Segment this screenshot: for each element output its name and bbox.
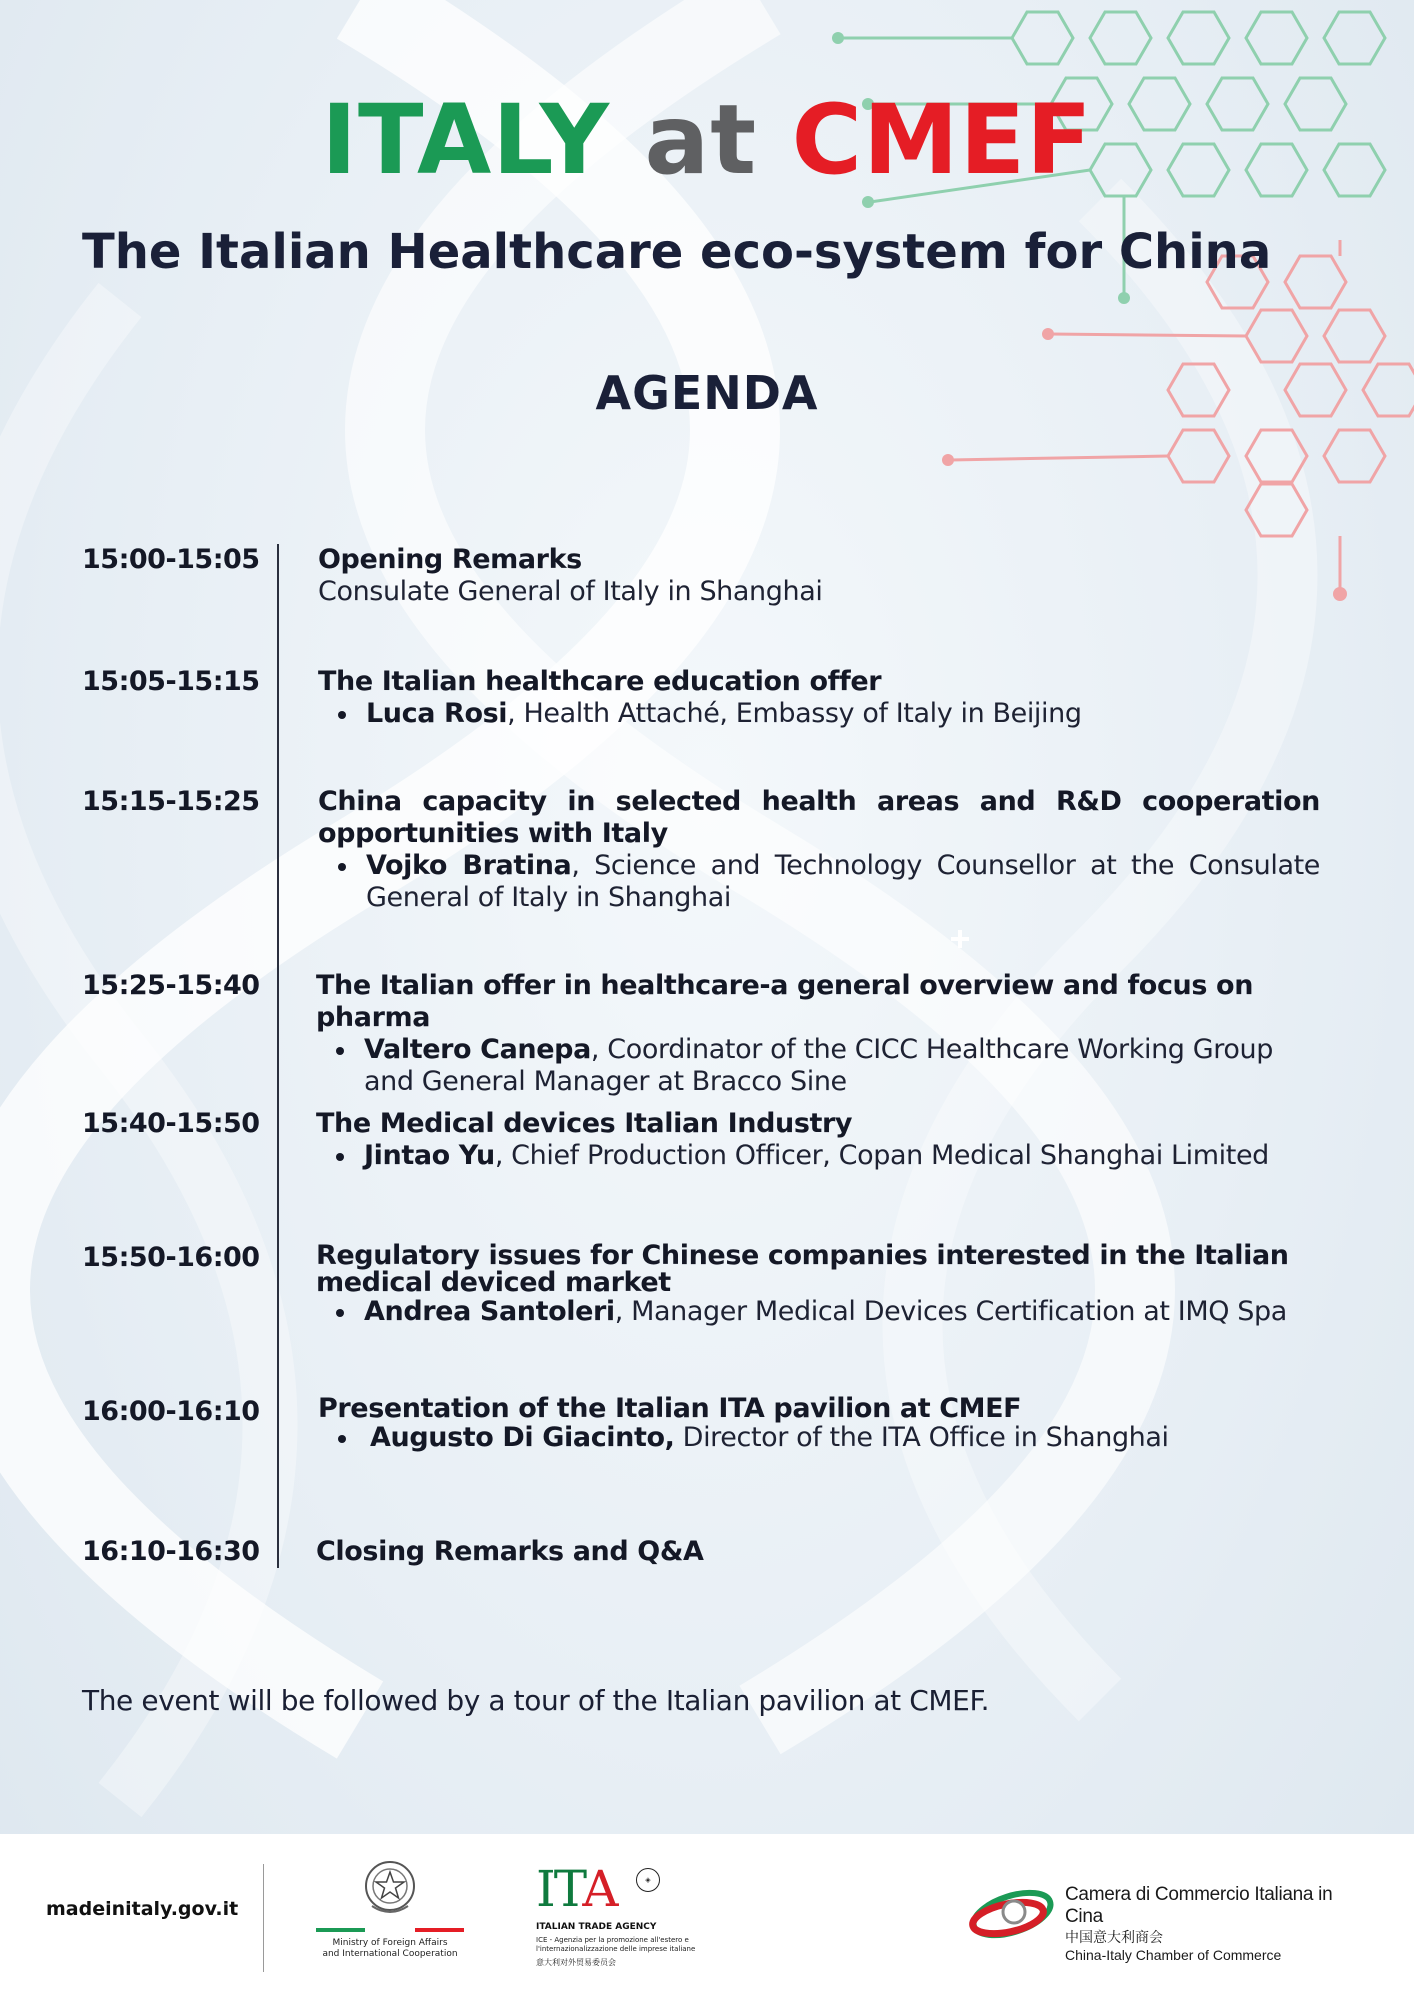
slot-time: 15:25-15:40 [82,970,260,1001]
slot-content [316,970,1326,1098]
title-italy: ITALY [321,84,611,196]
chamber-name-english: China-Italy Chamber of Commerce [1065,1947,1282,1963]
ita-description: ICE - Agenzia per la promozione all'estero e l'internazionalizzazione delle imprese italiane [536,1936,696,1953]
footer-divider [263,1864,264,1972]
ita-logo-a: A [582,1860,617,1918]
slot-title: The Medical devices Italian Industry [316,1108,853,1139]
closing-note: The event will be followed by a tour of the Italian pavilion at CMEF. [82,1684,990,1717]
speaker-name: Luca Rosi [366,698,508,729]
slot-time: 15:50-16:00 [82,1242,260,1273]
ita-logo-it: IT [536,1860,583,1918]
speaker-role: Director of the ITA Office in Shanghai [674,1422,1169,1453]
slot-title: Regulatory issues for Chinese companies interested in the Italian medical deviced market [316,1240,1289,1298]
slot-title: Opening Remarks [318,544,582,575]
speaker-item [318,698,1320,730]
event-title [0,84,1414,196]
speaker-item [318,850,1320,914]
chamber-name-italian: Camera di Commercio Italiana in Cina [1065,1884,1333,1927]
speaker-item [316,1034,1326,1098]
speaker-role: , Coordinator of the CICC Healthcare Working Group and General Manager at Bracco Sine [364,1034,1273,1097]
website-link[interactable]: madeinitaly.gov.it [46,1898,239,1920]
slot-time: 16:10-16:30 [82,1536,260,1567]
chamber-name-chinese: 中国意大利商会 [1065,1929,1163,1945]
speaker-item [318,1422,1320,1454]
italian-flag-bar [316,1928,464,1932]
slot-title: China capacity in selected health areas and R&D cooperation opportunities with Italy [318,786,1320,849]
slot-content [318,544,1320,608]
speaker-item [316,1296,1326,1328]
slot-time: 15:15-15:25 [82,786,260,817]
slot-time: 15:00-15:05 [82,544,260,575]
speaker-name: Augusto Di Giacinto, [370,1422,675,1453]
slot-content [316,1536,1318,1568]
italian-emblem-icon [362,1856,418,1920]
ita-name: ITALIAN TRADE AGENCY [536,1922,657,1932]
speaker-name: Andrea Santoleri [364,1296,615,1327]
slot-title: Presentation of the Italian ITA pavilion at CMEF [318,1393,1022,1424]
ita-logo [536,1860,716,1984]
slot-content [318,1393,1320,1454]
ita-chinese-name: 意大利对外贸易委员会 [536,1958,616,1967]
slot-time: 15:05-15:15 [82,666,260,697]
slot-detail: Consulate General of Italy in Shanghai [318,576,823,607]
slot-title: Closing Remarks and Q&A [316,1536,704,1567]
event-subtitle: The Italian Healthcare eco-system for China [82,224,1272,280]
mfa-name [300,1938,480,1960]
slot-time: 16:00-16:10 [82,1396,260,1427]
speaker-role: , Manager Medical Devices Certification at IMQ Spa [614,1296,1287,1327]
ita-mark-icon: ◈ [636,1868,660,1892]
slot-time: 15:40-15:50 [82,1108,260,1139]
footer [0,1834,1414,2000]
ita-logo-wordmark [536,1860,617,1918]
speaker-role: , Chief Production Officer, Copan Medical Shanghai Limited [494,1140,1269,1171]
title-at: at [644,84,758,196]
agenda-heading: AGENDA [595,366,819,420]
slot-content [316,1242,1326,1328]
speaker-item [316,1140,1326,1172]
slot-title: The Italian offer in healthcare-a general overview and focus on pharma [316,970,1254,1033]
mfa-name-line1: Ministry of Foreign Affairs [332,1938,448,1948]
speaker-name: Valtero Canepa [364,1034,591,1065]
chamber-name [1065,1884,1365,1964]
mfa-logo [300,1856,480,1976]
speaker-name: Jintao Yu [364,1140,495,1171]
speaker-name: Vojko Bratina [366,850,572,881]
slot-content [316,1108,1326,1172]
slot-title: The Italian healthcare education offer [318,666,882,697]
title-cmef: CMEF [791,84,1093,196]
timeline-divider [277,544,279,1568]
speaker-role: , Science and Technology Counsellor at the Consulate General of Italy in Shanghai [366,850,1321,913]
slot-content [318,786,1320,914]
speaker-role: , Health Attaché, Embassy of Italy in Beijing [507,698,1082,729]
slot-content [318,666,1320,730]
mfa-name-line2: and International Cooperation [322,1949,458,1959]
chamber-logo-icon [962,1882,1058,1946]
